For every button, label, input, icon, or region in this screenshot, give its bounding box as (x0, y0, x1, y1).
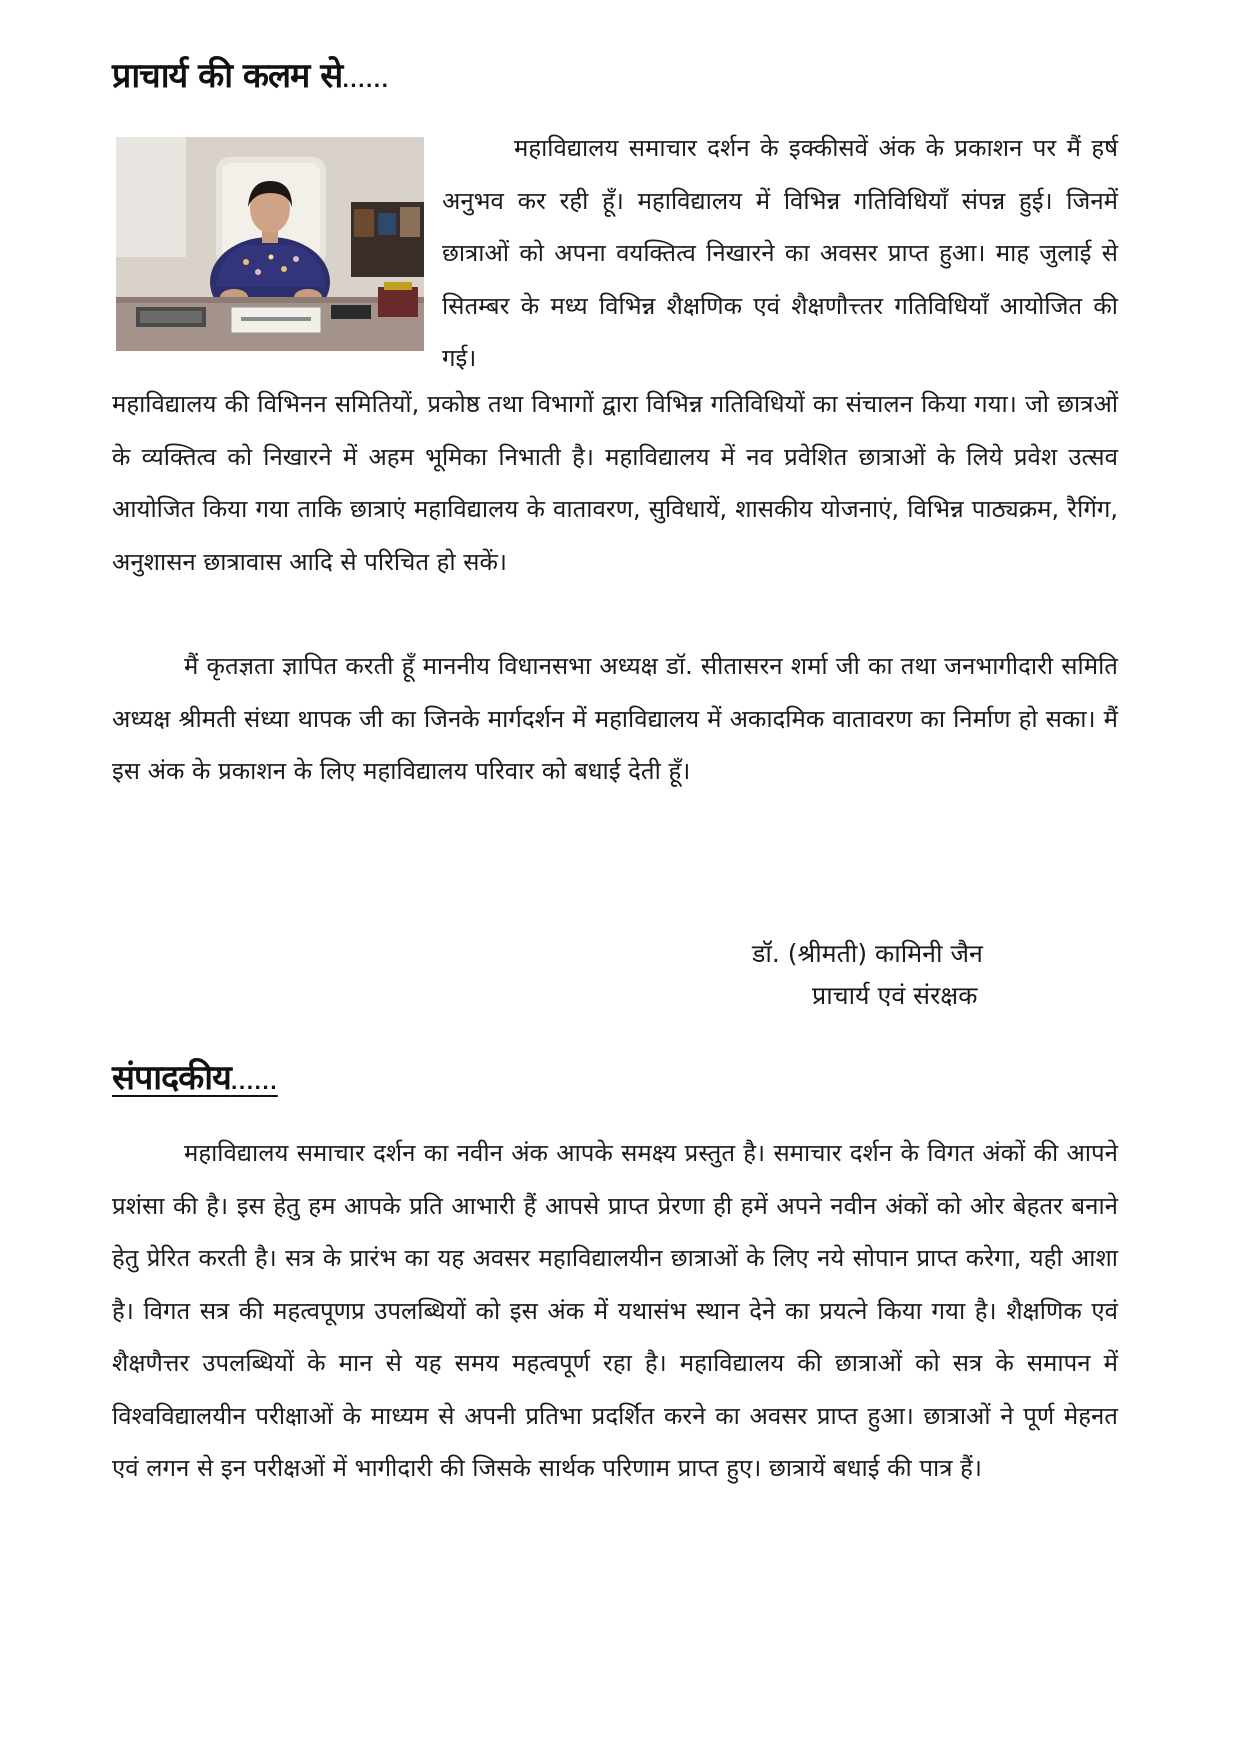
principal-photo-illustration (116, 137, 424, 351)
editorial-section-title (112, 1058, 278, 1104)
principal-photo (116, 137, 424, 351)
principal-title-text: प्राचार्य की कलम से (112, 56, 343, 96)
editorial-paragraph: महाविद्यालय समाचार दर्शन का नवीन अंक आपके समक्ष्य प्रस्तुत है। समाचार दर्शन के विगत अंकों की आपने प्रशंसा की है। इस हेतु हम आपके प्रति आभारी हैं आपसे प्राप्त प्रेरणा ही हमें अपने नवीन अंकों को ओर बेहतर बनाने हेतु प्रेरित करती है। सत्र के प्रारंभ का यह अवसर महाविद्यालयीन छात्राओं के लिए नये सोपान प्राप्त करेगा, यही आशा है। विगत सत्र की महत्वपूणप्र उपलब्धियों को इस अंक में यथासंभ स्थान देने का प्रयत्ने किया गया है। शैक्षणिक एवं शैक्षणैत्तर उपलब्धियों के मान से यह समय महत्वपूर्ण रहा है। महाविद्यालय की छात्राओं को सत्र के समापन में विश्वविद्यालयीन परीक्षाओं के माध्यम से अपनी प्रतिभा प्रदर्शित करने का अवसर प्राप्त हुआ। छात्राओं ने पूर्ण मेहनत एवं लगन से इन परीक्षओं में भागीदारी की जिसके सार्थक परिणाम प्राप्त हुए। छात्रायें बधाई की पात्र हैं। (112, 1139, 1118, 1482)
principal-signature-role: प्राचार्य एवं संरक्षक (812, 981, 978, 1010)
principal-paragraph-thanks: मैं कृतज्ञता ज्ञापित करती हूँ माननीय विधानसभा अध्यक्ष डॉ. सीतासरन शर्मा जी का तथा जनभागीदारी समिति अध्यक्ष श्रीमती संध्या थापक जी का जिनके मार्गदर्शन में महाविद्यालय में अकादमिक वातावरण का निर्माण हो सका। मैं इस अंक के प्रकाशन के लिए महाविद्यालय परिवार को बधाई देती हूँ। (112, 652, 1118, 785)
principal-section-title (112, 56, 389, 102)
editorial-title-text: संपादकीय (112, 1058, 231, 1098)
principal-paragraph-activities: महाविद्यालय की विभिनन समितियों, प्रकोष्ठ तथा विभागों द्वारा विभिन्न गतिविधियों का संचालन किया गया। जो छात्रओं के व्यक्तित्व को निखारने में अहम भूमिका निभाती है। महाविद्यालय में नव प्रवेशित छात्राओं के लिये प्रवेश उत्सव आयोजित किया गया ताकि छात्राएं महाविद्यालय के वातावरण, सुविधायें, शासकीय योजनाएं, विभिन्न पाठ्यक्रम, रैगिंग, अनुशासन छात्रावास आदि से परिचित हो सकें। (112, 390, 1118, 576)
principal-paragraph-intro: महाविद्यालय समाचार दर्शन के इक्कीसवें अंक के प्रकाशन पर मैं हर्ष अनुभव कर रही हूँ। महाविद्यालय में विभिन्न गतिविधियाँ संपन्न हुई। जिनमें छात्राओं को अपना वयक्तित्व निखारने का अवसर प्राप्त हुआ। माह जुलाई से सितम्बर के मध्य विभिन्न शैक्षणिक एवं शैक्षणौत्त्तर गतिविधियाँ आयोजित की गई। (442, 134, 1118, 372)
principal-title-dots: ...... (342, 71, 390, 92)
editorial-title-dots: ...... (230, 1073, 278, 1094)
principal-signature-name: डॉ. (श्रीमती) कामिनी जैन (752, 939, 983, 968)
